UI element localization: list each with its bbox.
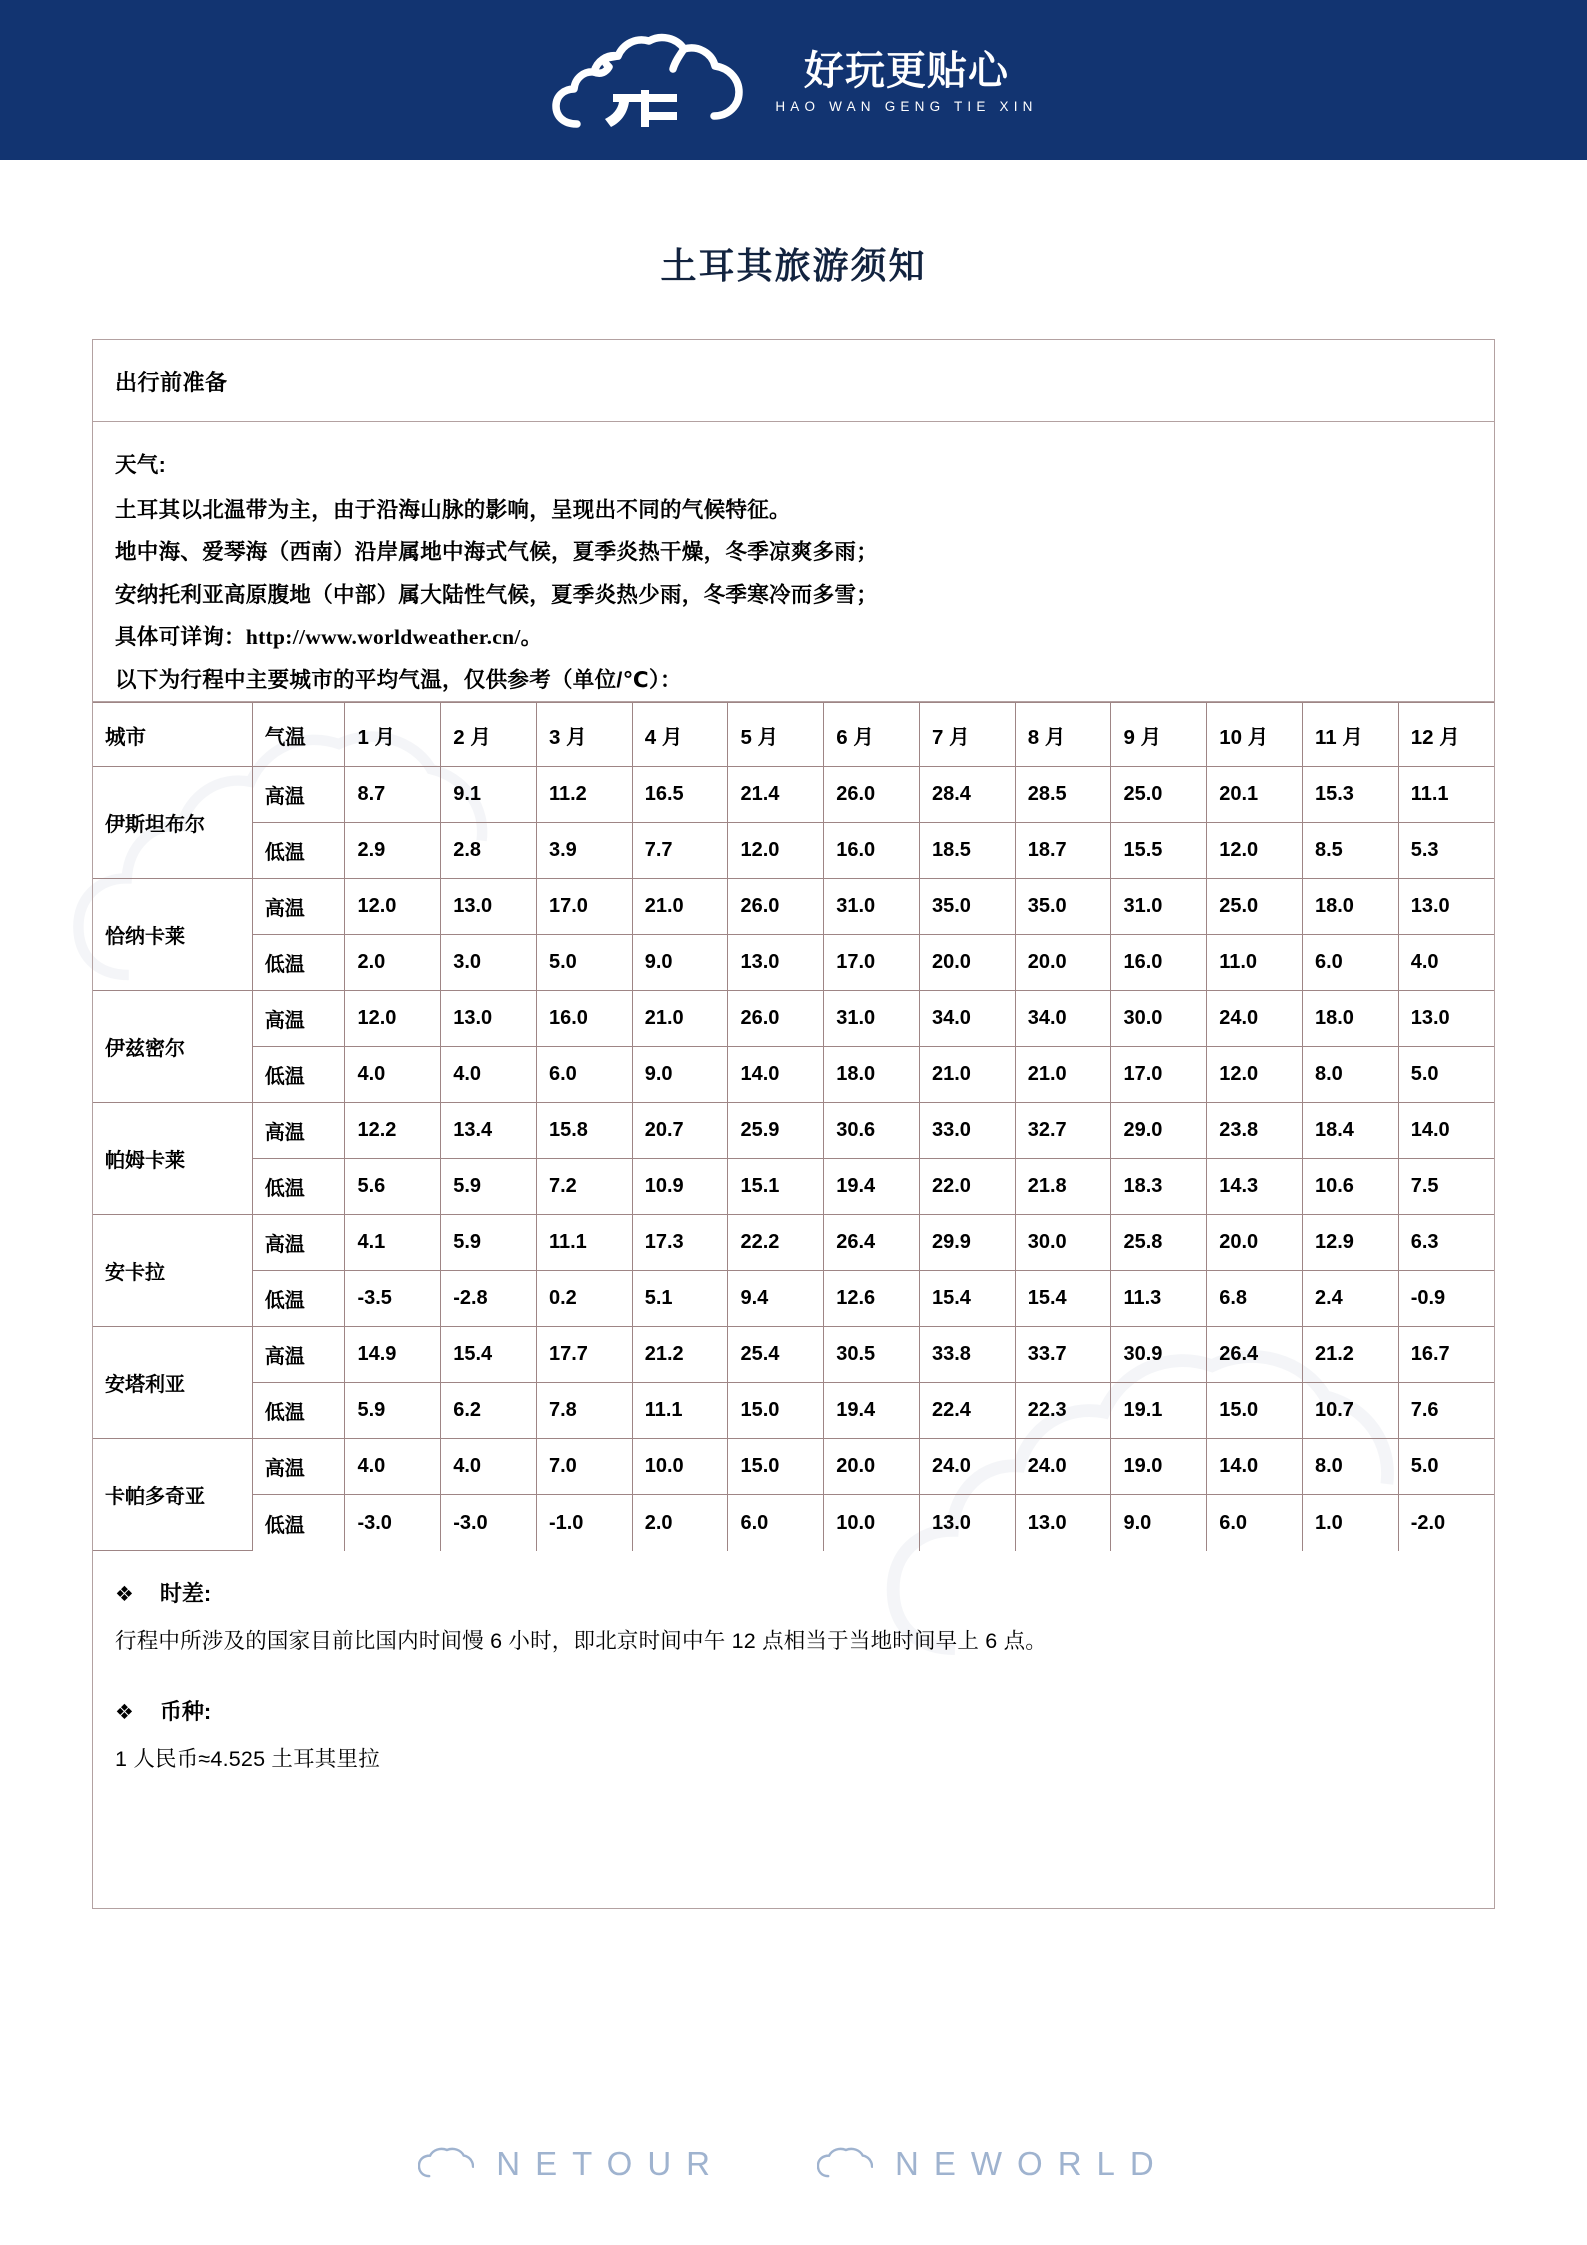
high-temp-value: 25.8 [1111,1215,1207,1271]
temperature-table [93,702,1494,1551]
high-temp-value: 25.4 [728,1327,824,1383]
low-temp-value: 6.0 [1302,935,1398,991]
high-temp-value: 16.0 [536,991,632,1047]
low-temp-value: 22.0 [919,1159,1015,1215]
low-temp-label: 低温 [252,1383,345,1439]
high-temp-value: 17.3 [632,1215,728,1271]
timezone-block [93,1551,1494,1658]
footer-neworld [817,2145,1169,2183]
low-temp-value: 8.5 [1302,823,1398,879]
high-temp-value: 30.6 [824,1103,920,1159]
high-temp-value: 25.0 [1207,879,1303,935]
high-temp-value: 23.8 [1207,1103,1303,1159]
high-temp-value: 12.0 [345,879,441,935]
high-temp-value: 11.2 [536,767,632,823]
low-temp-value: 5.1 [632,1271,728,1327]
city-name-cell: 安塔利亚 [93,1327,252,1439]
high-temp-value: 30.5 [824,1327,920,1383]
high-temp-value: 21.2 [1302,1327,1398,1383]
low-temp-value: 21.0 [919,1047,1015,1103]
high-temp-value: 13.0 [1398,991,1494,1047]
high-temp-value: 33.8 [919,1327,1015,1383]
low-temp-value: 0.2 [536,1271,632,1327]
low-temp-value: -3.0 [345,1495,441,1551]
page-header [0,0,1587,160]
high-temp-value: 34.0 [1015,991,1111,1047]
low-temp-value: 4.0 [441,1047,537,1103]
low-temp-value: 3.9 [536,823,632,879]
low-temp-value: 14.0 [728,1047,824,1103]
high-temp-value: 28.4 [919,767,1015,823]
city-name-cell: 恰纳卡莱 [93,879,252,991]
low-temp-value: 21.0 [1015,1047,1111,1103]
high-temp-value: 8.7 [345,767,441,823]
table-header-cell: 2 月 [441,703,537,767]
timezone-text: 行程中所涉及的国家目前比国内时间慢 6 小时，即北京时间中午 12 点相当于当地时间早上 6 点。 [115,1629,1047,1654]
low-temp-label: 低温 [252,1047,345,1103]
low-temp-value: 11.0 [1207,935,1303,991]
low-temp-value: 19.1 [1111,1383,1207,1439]
table-row [93,1495,1494,1551]
low-temp-value: 18.7 [1015,823,1111,879]
low-temp-value: 5.0 [536,935,632,991]
low-temp-value: 4.0 [345,1047,441,1103]
high-temp-value: 28.5 [1015,767,1111,823]
low-temp-value: 12.0 [728,823,824,879]
high-temp-value: 4.0 [345,1439,441,1495]
table-row [93,1103,1494,1159]
low-temp-value: 18.0 [824,1047,920,1103]
low-temp-label: 低温 [252,1159,345,1215]
weather-url-link[interactable]: http://www.worldweather.cn/ [245,625,521,650]
logo-tagline-group [775,50,1037,114]
bullet-diamond-icon: ❖ [115,1700,134,1724]
table-body [93,767,1494,1551]
low-temp-value: 20.0 [1015,935,1111,991]
low-temp-value: 20.0 [919,935,1015,991]
url-suffix-label: 。 [520,625,543,650]
table-row [93,1327,1494,1383]
table-row [93,823,1494,879]
weather-url-line [115,616,1472,659]
low-temp-value: 7.6 [1398,1383,1494,1439]
high-temp-value: 5.9 [441,1215,537,1271]
low-temp-value: -0.9 [1398,1271,1494,1327]
low-temp-value: 15.4 [919,1271,1015,1327]
page-title: 土耳其旅游须知 [660,245,927,286]
weather-line-3: 安纳托利亚高原腹地（中部）属大陆性气候，夏季炎热少雨，冬季寒冷而多雪； [115,582,879,607]
low-temp-label: 低温 [252,823,345,879]
high-temp-label: 高温 [252,879,345,935]
high-temp-value: 12.0 [345,991,441,1047]
low-temp-value: 2.4 [1302,1271,1398,1327]
high-temp-value: 20.0 [824,1439,920,1495]
currency-title: 币种: [159,1698,212,1724]
high-temp-value: 33.7 [1015,1327,1111,1383]
high-temp-label: 高温 [252,1103,345,1159]
city-name-cell: 伊斯坦布尔 [93,767,252,879]
high-temp-value: 26.0 [728,991,824,1047]
content-frame [92,339,1495,1909]
low-temp-value: 6.8 [1207,1271,1303,1327]
low-temp-value: 22.4 [919,1383,1015,1439]
table-header-cell: 8 月 [1015,703,1111,767]
logo-tagline-pinyin: HAO WAN GENG TIE XIN [775,99,1038,114]
low-temp-value: 9.0 [632,935,728,991]
low-temp-value: 16.0 [824,823,920,879]
table-row [93,1271,1494,1327]
low-temp-value: 13.0 [919,1495,1015,1551]
footer-netour-label: NETOUR [496,2145,726,2182]
frame-spacer [93,1812,1494,1908]
low-temp-value: 6.2 [441,1383,537,1439]
footer-neworld-label: NEWORLD [895,2145,1169,2182]
weather-label: 天气: [115,453,167,477]
low-temp-value: 19.4 [824,1159,920,1215]
low-temp-value: 9.4 [728,1271,824,1327]
low-temp-value: 17.0 [1111,1047,1207,1103]
high-temp-value: 18.0 [1302,879,1398,935]
low-temp-value: 8.0 [1302,1047,1398,1103]
low-temp-value: 15.1 [728,1159,824,1215]
low-temp-value: 10.9 [632,1159,728,1215]
table-head [93,703,1494,767]
high-temp-value: 18.0 [1302,991,1398,1047]
high-temp-value: 25.9 [728,1103,824,1159]
high-temp-value: 26.4 [1207,1327,1303,1383]
low-temp-value: 6.0 [536,1047,632,1103]
low-temp-value: 5.3 [1398,823,1494,879]
table-header-cell: 9 月 [1111,703,1207,767]
high-temp-value: 13.0 [1398,879,1494,935]
high-temp-value: 16.7 [1398,1327,1494,1383]
high-temp-value: 30.0 [1015,1215,1111,1271]
low-temp-value: 16.0 [1111,935,1207,991]
high-temp-value: 5.0 [1398,1439,1494,1495]
low-temp-value: -3.0 [441,1495,537,1551]
url-prefix-label: 具体可详询： [115,625,246,650]
high-temp-value: 12.2 [345,1103,441,1159]
weather-line-2: 地中海、爱琴海（西南）沿岸属地中海式气候，夏季炎热干燥，冬季凉爽多雨； [115,540,879,565]
low-temp-value: 7.5 [1398,1159,1494,1215]
low-temp-value: 6.0 [1207,1495,1303,1551]
high-temp-value: 9.1 [441,767,537,823]
high-temp-value: 35.0 [919,879,1015,935]
weather-line-1: 土耳其以北温带为主，由于沿海山脉的影响，呈现出不同的气候特征。 [115,497,791,522]
low-temp-value: 4.0 [1398,935,1494,991]
high-temp-value: 30.9 [1111,1327,1207,1383]
table-header-cell: 12 月 [1398,703,1494,767]
high-temp-value: 35.0 [1015,879,1111,935]
low-temp-value: 11.3 [1111,1271,1207,1327]
page-footer [0,2145,1587,2183]
low-temp-value: 10.7 [1302,1383,1398,1439]
high-temp-label: 高温 [252,991,345,1047]
high-temp-value: 31.0 [824,991,920,1047]
low-temp-value: 18.3 [1111,1159,1207,1215]
high-temp-value: 14.0 [1207,1439,1303,1495]
section-body [93,422,1494,1551]
low-temp-value: 2.0 [345,935,441,991]
low-temp-value: 15.4 [1015,1271,1111,1327]
table-header-cell: 5 月 [728,703,824,767]
high-temp-value: 19.0 [1111,1439,1207,1495]
high-temp-value: 17.0 [536,879,632,935]
low-temp-value: 9.0 [632,1047,728,1103]
high-temp-value: 30.0 [1111,991,1207,1047]
low-temp-value: 12.0 [1207,1047,1303,1103]
high-temp-value: 21.0 [632,879,728,935]
low-temp-value: 12.6 [824,1271,920,1327]
table-header-row [93,703,1494,767]
table-row [93,1047,1494,1103]
table-header-cell: 10 月 [1207,703,1303,767]
table-row [93,879,1494,935]
low-temp-value: 2.8 [441,823,537,879]
table-header-cell: 11 月 [1302,703,1398,767]
currency-text: 1 人民币≈4.525 土耳其里拉 [115,1746,380,1771]
section-heading: 出行前准备 [93,340,1494,422]
high-temp-value: 4.1 [345,1215,441,1271]
high-temp-value: 24.0 [1015,1439,1111,1495]
table-row [93,1215,1494,1271]
cloud-icon [817,2147,873,2181]
footer-netour [418,2145,725,2183]
low-temp-label: 低温 [252,1495,345,1551]
logo-tagline-cn: 好玩更贴心 [804,49,1009,93]
high-temp-value: 14.0 [1398,1103,1494,1159]
logo-mark [549,28,749,132]
high-temp-label: 高温 [252,1215,345,1271]
high-temp-value: 13.4 [441,1103,537,1159]
table-row [93,1439,1494,1495]
low-temp-value: 13.0 [728,935,824,991]
low-temp-label: 低温 [252,1271,345,1327]
timezone-heading [115,1577,1472,1608]
low-temp-value: 17.0 [824,935,920,991]
high-temp-value: 21.2 [632,1327,728,1383]
high-temp-label: 高温 [252,1327,345,1383]
table-header-cell: 城市 [93,703,252,767]
low-temp-value: 5.0 [1398,1047,1494,1103]
low-temp-value: 5.9 [345,1383,441,1439]
high-temp-value: 20.1 [1207,767,1303,823]
cloud-icon [418,2147,474,2181]
high-temp-value: 33.0 [919,1103,1015,1159]
high-temp-value: 24.0 [919,1439,1015,1495]
low-temp-value: 10.6 [1302,1159,1398,1215]
high-temp-value: 21.4 [728,767,824,823]
low-temp-value: 15.5 [1111,823,1207,879]
low-temp-value: 7.2 [536,1159,632,1215]
high-temp-value: 15.0 [728,1439,824,1495]
high-temp-value: 10.0 [632,1439,728,1495]
high-temp-value: 34.0 [919,991,1015,1047]
table-row [93,935,1494,991]
high-temp-value: 32.7 [1015,1103,1111,1159]
high-temp-value: 20.0 [1207,1215,1303,1271]
table-row [93,1383,1494,1439]
currency-block [93,1695,1494,1776]
table-header-cell: 气温 [252,703,345,767]
high-temp-value: 31.0 [1111,879,1207,935]
table-header-cell: 7 月 [919,703,1015,767]
low-temp-value: 1.0 [1302,1495,1398,1551]
high-temp-value: 15.8 [536,1103,632,1159]
high-temp-value: 18.4 [1302,1103,1398,1159]
low-temp-value: 21.8 [1015,1159,1111,1215]
low-temp-value: 5.9 [441,1159,537,1215]
table-caption: 以下为行程中主要城市的平均气温，仅供参考（单位/℃）： [115,667,682,692]
low-temp-value: 13.0 [1015,1495,1111,1551]
low-temp-value: 6.0 [728,1495,824,1551]
high-temp-value: 21.0 [632,991,728,1047]
high-temp-label: 高温 [252,767,345,823]
high-temp-value: 29.0 [1111,1103,1207,1159]
high-temp-value: 31.0 [824,879,920,935]
low-temp-value: 3.0 [441,935,537,991]
high-temp-value: 14.9 [345,1327,441,1383]
low-temp-value: 5.6 [345,1159,441,1215]
table-row [93,991,1494,1047]
city-name-cell: 帕姆卡莱 [93,1103,252,1215]
temperature-table-wrapper [93,701,1494,1551]
high-temp-value: 20.7 [632,1103,728,1159]
bullet-diamond-icon: ❖ [115,1583,134,1607]
high-temp-value: 7.0 [536,1439,632,1495]
low-temp-value: 2.0 [632,1495,728,1551]
low-temp-value: 7.7 [632,823,728,879]
high-temp-value: 11.1 [1398,767,1494,823]
high-temp-value: 4.0 [441,1439,537,1495]
low-temp-value: -1.0 [536,1495,632,1551]
table-header-cell: 1 月 [345,703,441,767]
city-name-cell: 安卡拉 [93,1215,252,1327]
table-header-cell: 4 月 [632,703,728,767]
high-temp-value: 22.2 [728,1215,824,1271]
high-temp-value: 13.0 [441,879,537,935]
high-temp-value: 15.3 [1302,767,1398,823]
high-temp-value: 29.9 [919,1215,1015,1271]
low-temp-value: 18.5 [919,823,1015,879]
low-temp-value: -2.0 [1398,1495,1494,1551]
city-name-cell: 卡帕多奇亚 [93,1439,252,1551]
brand-logo [549,28,1037,132]
currency-heading [115,1695,1472,1726]
high-temp-value: 12.9 [1302,1215,1398,1271]
table-row [93,1159,1494,1215]
high-temp-value: 8.0 [1302,1439,1398,1495]
high-temp-value: 6.3 [1398,1215,1494,1271]
low-temp-value: 9.0 [1111,1495,1207,1551]
high-temp-label: 高温 [252,1439,345,1495]
low-temp-value: -2.8 [441,1271,537,1327]
low-temp-value: 15.0 [728,1383,824,1439]
low-temp-label: 低温 [252,935,345,991]
table-header-cell: 3 月 [536,703,632,767]
high-temp-value: 13.0 [441,991,537,1047]
city-name-cell: 伊兹密尔 [93,991,252,1103]
high-temp-value: 26.4 [824,1215,920,1271]
high-temp-value: 17.7 [536,1327,632,1383]
table-row [93,767,1494,823]
high-temp-value: 15.4 [441,1327,537,1383]
page-content [0,238,1587,1909]
low-temp-value: 15.0 [1207,1383,1303,1439]
high-temp-value: 24.0 [1207,991,1303,1047]
cloud-mountain-icon [549,28,749,132]
low-temp-value: -3.5 [345,1271,441,1327]
low-temp-value: 10.0 [824,1495,920,1551]
high-temp-value: 26.0 [728,879,824,935]
low-temp-value: 12.0 [1207,823,1303,879]
timezone-title: 时差: [159,1581,212,1607]
low-temp-value: 11.1 [632,1383,728,1439]
high-temp-value: 26.0 [824,767,920,823]
low-temp-value: 14.3 [1207,1159,1303,1215]
low-temp-value: 22.3 [1015,1383,1111,1439]
table-header-cell: 6 月 [824,703,920,767]
low-temp-value: 7.8 [536,1383,632,1439]
high-temp-value: 11.1 [536,1215,632,1271]
high-temp-value: 16.5 [632,767,728,823]
high-temp-value: 25.0 [1111,767,1207,823]
low-temp-value: 2.9 [345,823,441,879]
low-temp-value: 19.4 [824,1383,920,1439]
